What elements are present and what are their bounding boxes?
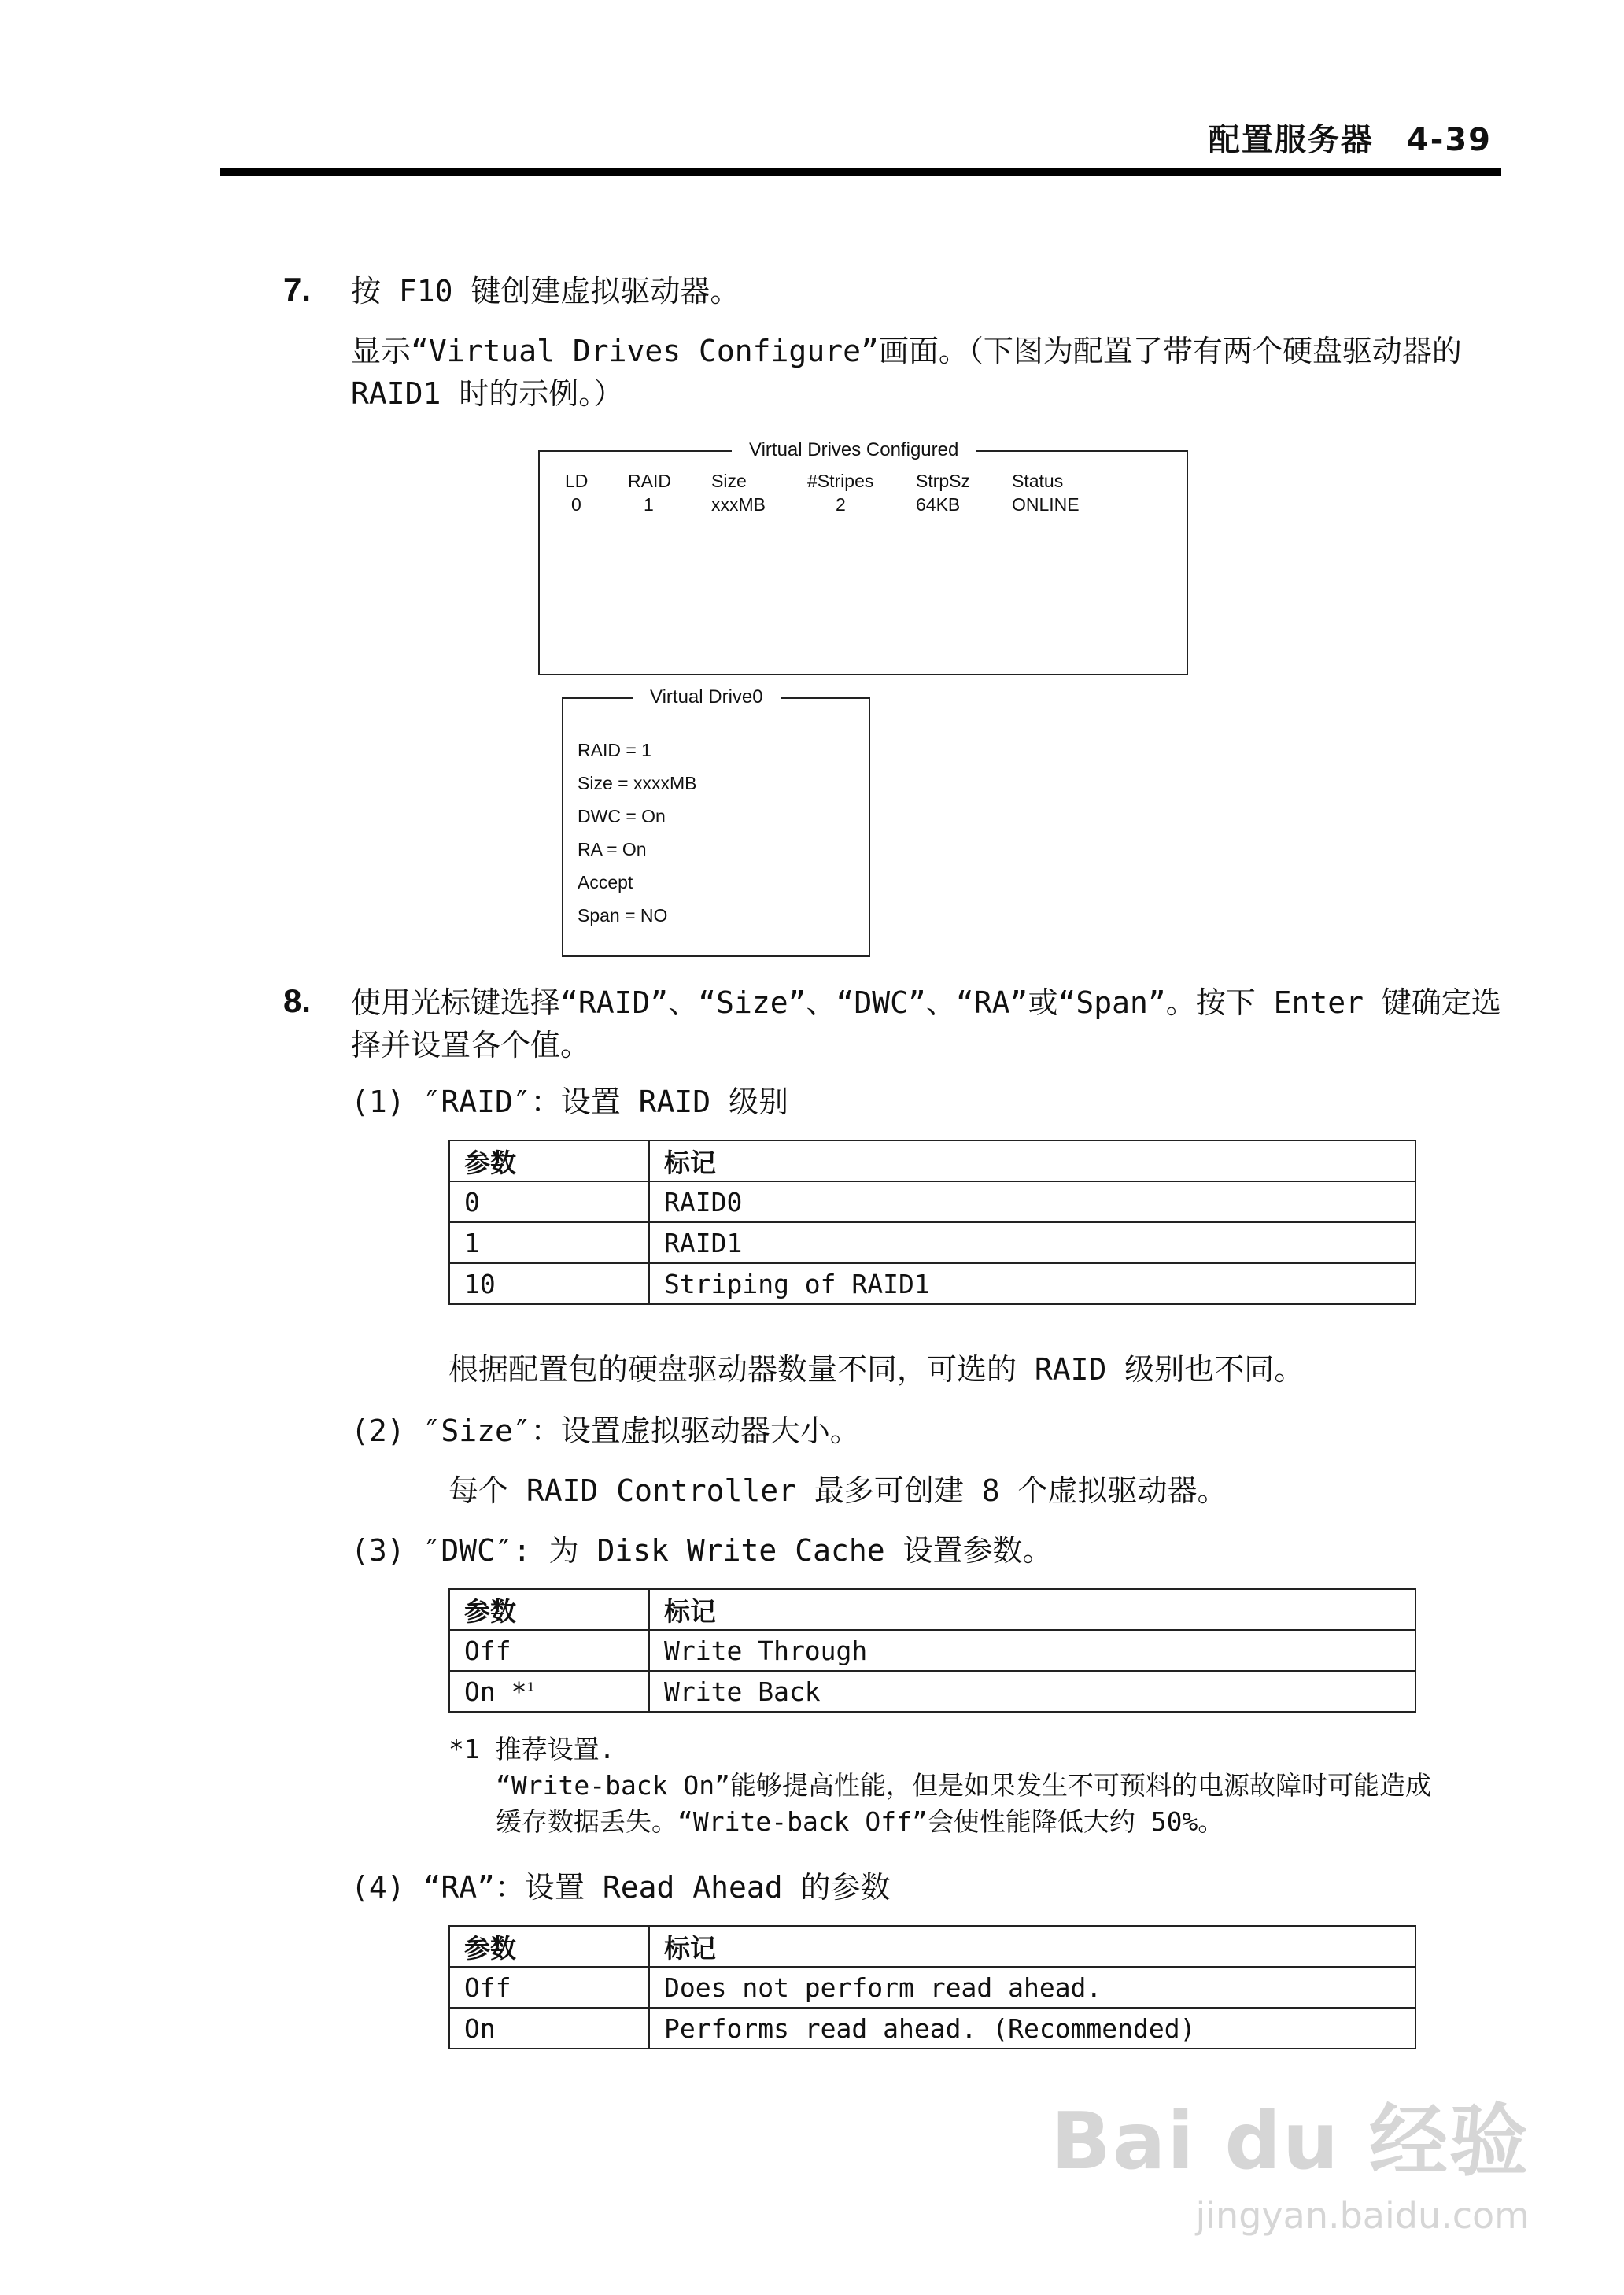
sec3-heading: (3) ″DWC″: 为 Disk Write Cache 设置参数。 <box>351 1533 1053 1568</box>
read-ahead-table <box>448 1925 1416 2049</box>
table-row <box>449 1967 1415 2008</box>
table-row <box>449 1263 1415 1304</box>
vdc-col-size: Size <box>711 471 747 491</box>
page-header-title: 配置服务器 4-39 <box>1208 122 1492 158</box>
param-cell <box>449 1671 649 1712</box>
vdc-col-ld: LD <box>565 471 589 491</box>
sec3-footnote1: *1 推荐设置. <box>448 1734 615 1765</box>
table-row <box>449 2008 1415 2049</box>
step-8-line1: 使用光标键选择“RAID”、“Size”、“DWC”、“RA”或“Span”。按下 Enter 键确定选 <box>351 985 1501 1020</box>
table-row <box>449 1181 1415 1222</box>
vd0-span-option: Span = NO <box>578 905 668 926</box>
vdc-screen-title: Virtual Drives Configured <box>732 439 976 461</box>
param-cell: 0 <box>449 1181 649 1222</box>
sec1-note: 根据配置包的硬盘驱动器数量不同，可选的 RAID 级别也不同。 <box>448 1352 1305 1387</box>
vd0-dwc-option: DWC = On <box>578 806 666 826</box>
vdc-val-status: ONLINE <box>1012 494 1080 515</box>
sec3-footnote3: 缓存数据丢失。“Write-back Off”会使性能降低大约 50%。 <box>496 1806 1224 1837</box>
dwc-table <box>448 1588 1416 1713</box>
header-param: 参数 <box>449 1589 649 1630</box>
mark-cell: Does not perform read ahead. <box>649 1967 1415 2008</box>
raid-level-table <box>448 1140 1416 1305</box>
mark-cell: Write Back <box>649 1671 1415 1712</box>
step-7-number: 7. <box>283 271 312 308</box>
sec3-footnote2: “Write-back On”能够提高性能，但是如果发生不可预料的电源故障时可能造成 <box>496 1770 1432 1801</box>
table-header-row <box>449 1140 1415 1181</box>
sec1-heading: (1) ″RAID″：设置 RAID 级别 <box>351 1085 789 1119</box>
header-mark: 标记 <box>649 1140 1415 1181</box>
table-row <box>449 1630 1415 1671</box>
param-cell: On <box>449 2008 649 2049</box>
table-header-row <box>449 1589 1415 1630</box>
vdc-val-strpsz: 64KB <box>916 494 961 515</box>
mark-cell: RAID0 <box>649 1181 1415 1222</box>
vd0-accept-option: Accept <box>578 872 633 893</box>
header-mark: 标记 <box>649 1926 1415 1967</box>
param-cell: Off <box>449 1630 649 1671</box>
sec2-note: 每个 RAID Controller 最多可创建 8 个虚拟驱动器。 <box>448 1473 1227 1508</box>
table-header-row <box>449 1926 1415 1967</box>
param-cell: Off <box>449 1967 649 2008</box>
header-param: 参数 <box>449 1926 649 1967</box>
table-row <box>449 1671 1415 1712</box>
param-cell: 10 <box>449 1263 649 1304</box>
step-8-number: 8. <box>283 982 312 1019</box>
baidu-watermark <box>1051 2078 1530 2237</box>
sec2-heading: (2) ″Size″：设置虚拟驱动器大小。 <box>351 1414 860 1448</box>
vdc-col-status: Status <box>1012 471 1064 491</box>
vdc-val-ld: 0 <box>571 494 581 515</box>
step-8-line2: 择并设置各个值。 <box>351 1028 591 1062</box>
vdc-col-stripes: #Stripes <box>807 471 874 491</box>
vdc-col-strpsz: StrpSz <box>916 471 971 491</box>
watermark-logo-text: Bai du 经验 <box>1050 2095 1530 2187</box>
mark-cell: Striping of RAID1 <box>649 1263 1415 1304</box>
sec4-heading: (4) “RA”：设置 Read Ahead 的参数 <box>351 1870 891 1905</box>
header-param: 参数 <box>449 1140 649 1181</box>
vdc-val-raid: 1 <box>644 494 654 515</box>
vdc-val-stripes: 2 <box>836 494 846 515</box>
mark-cell: Performs read ahead. (Recommended) <box>649 2008 1415 2049</box>
vdc-col-raid: RAID <box>628 471 671 491</box>
param-on-label: On * <box>464 1676 527 1707</box>
step-7-line1: 按 F10 键创建虚拟驱动器。 <box>351 274 740 309</box>
header-mark: 标记 <box>649 1589 1415 1630</box>
mark-cell: RAID1 <box>649 1222 1415 1263</box>
vd0-ra-option: RA = On <box>578 839 647 859</box>
header-rule <box>220 168 1501 176</box>
virtual-drive0-screen <box>562 686 870 957</box>
mark-cell: Write Through <box>649 1630 1415 1671</box>
virtual-drives-configured-screen <box>538 439 1188 675</box>
vd0-screen-title: Virtual Drive0 <box>633 686 781 708</box>
vd0-raid-option: RAID = 1 <box>578 740 651 760</box>
step-7-line3: RAID1 时的示例。） <box>351 376 624 411</box>
table-row <box>449 1222 1415 1263</box>
watermark-url: jingyan.baidu.com <box>1195 2194 1530 2237</box>
vd0-size-option: Size = xxxxMB <box>578 773 697 793</box>
vdc-val-size: xxxMB <box>711 494 766 515</box>
param-cell: 1 <box>449 1222 649 1263</box>
step-7-line2: 显示“Virtual Drives Configure”画面。（下图为配置了带有两个硬盘驱动器的 <box>351 334 1462 368</box>
footnote-mark: 1 <box>526 1679 535 1694</box>
